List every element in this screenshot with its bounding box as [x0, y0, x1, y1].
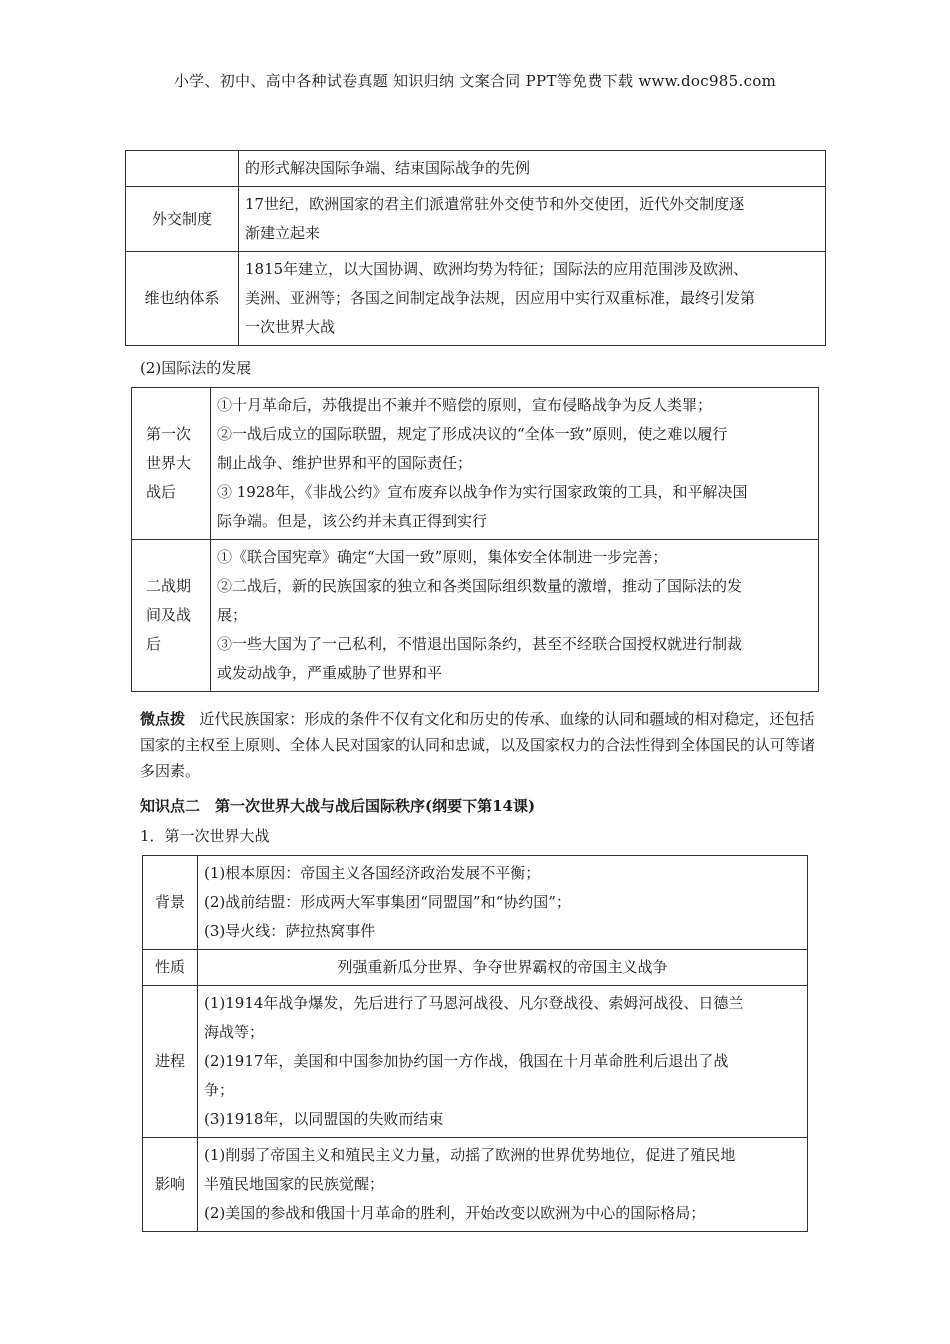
- row-label: 外交制度: [126, 187, 239, 252]
- tip-paragraph: [140, 706, 825, 784]
- label-line: 间及战: [146, 606, 192, 624]
- international-law-table: [131, 387, 819, 692]
- text-line: 的形式解决国际争端、结束国际战争的先例: [245, 159, 531, 177]
- row-content: [198, 856, 808, 950]
- row-label: [132, 388, 211, 540]
- text-line: (2)1917年，美国和中国参加协约国一方作战，俄国在十月革命胜利后退出了战: [204, 1052, 729, 1070]
- text-line: ①《联合国宪章》确定“大国一致”原则，集体安全体制进一步完善；: [217, 548, 668, 566]
- table-row: [126, 151, 826, 187]
- row-label: 性质: [143, 950, 198, 986]
- text-line: 制止战争、维护世界和平的国际责任；: [217, 454, 473, 472]
- table-row: [132, 388, 819, 540]
- tip-text: 近代民族国家：形成的条件不仅有文化和历史的传承、血缘的认同和疆域的相对稳定，还包括国家的主权至上原则、全体人民对国家的认同和忠诚，以及国家权力的合法性得到全体国民的认可等诸多因素。: [140, 710, 816, 780]
- text-line: 或发动战争，严重威胁了世界和平: [217, 664, 443, 682]
- text-line: 渐建立起来: [245, 224, 321, 242]
- row-content: [239, 151, 826, 187]
- row-content: [198, 950, 808, 986]
- text-line: ③ 1928年，《非战公约》宣布废弃以战争作为实行国家政策的工具，和平解决国: [217, 483, 748, 501]
- label-line: 第一次: [146, 425, 192, 443]
- text-line: 半殖民地国家的民族觉醒；: [204, 1175, 385, 1193]
- text-line: ②二战后，新的民族国家的独立和各类国际组织数量的激增，推动了国际法的发: [217, 577, 743, 595]
- label-line: 战后: [146, 483, 177, 501]
- table-row: [143, 856, 808, 950]
- page-header: 小学、初中、高中各种试卷真题 知识归纳 文案合同 PPT等免费下载 www.doc985.com: [173, 72, 777, 90]
- section-subtitle: 1．第一次世界大战: [140, 827, 270, 845]
- table-row: [132, 540, 819, 692]
- row-label: 背景: [143, 856, 198, 950]
- table-row: [143, 986, 808, 1138]
- label-line: 后: [146, 635, 162, 653]
- text-line: (1)1914年战争爆发，先后进行了马恩河战役、凡尔登战役、索姆河战役、日德兰: [204, 994, 744, 1012]
- text-line: ②一战后成立的国际联盟，规定了形成决议的“全体一致”原则，使之难以履行: [217, 425, 728, 443]
- text-line: (2)美国的参战和俄国十月革命的胜利，开始改变以欧洲为中心的国际格局；: [204, 1204, 706, 1222]
- row-label: 维也纳体系: [126, 252, 239, 346]
- row-label: [126, 151, 239, 187]
- row-label: 影响: [143, 1138, 198, 1232]
- text-line: (1)削弱了帝国主义和殖民主义力量，动摇了欧洲的世界优势地位，促进了殖民地: [204, 1146, 736, 1164]
- text-line: (3)1918年，以同盟国的失败而结束: [204, 1110, 444, 1128]
- text-line: 17世纪，欧洲国家的君主们派遣常驻外交使节和外交使团，近代外交制度逐: [245, 195, 745, 213]
- tip-label: 微点拨: [140, 710, 186, 728]
- text-line: ③一些大国为了一己私利，不惜退出国际条约，甚至不经联合国授权就进行制裁: [217, 635, 743, 653]
- text-line: (2)战前结盟：形成两大军事集团“同盟国”和“协约国”；: [204, 893, 571, 911]
- text-line: 争；: [204, 1081, 235, 1099]
- section-title: 知识点二 第一次世界大战与战后国际秩序(纲要下第14课): [140, 797, 536, 815]
- text-line: 美洲、亚洲等；各国之间制定战争法规，因应用中实行双重标准，最终引发第: [245, 289, 756, 307]
- label-line: 二战期: [146, 577, 192, 595]
- row-content: [198, 986, 808, 1138]
- table-row: [126, 252, 826, 346]
- text-line: ①十月革命后，苏俄提出不兼并不赔偿的原则，宣布侵略战争为反人类罪；: [217, 396, 713, 414]
- text-line: 展；: [217, 606, 248, 624]
- text-line: 一次世界大战: [245, 318, 336, 336]
- label-line: 世界大: [146, 454, 192, 472]
- text-line: 1815年建立，以大国协调、欧洲均势为特征；国际法的应用范围涉及欧洲、: [245, 260, 749, 278]
- diplomacy-table: [125, 150, 826, 346]
- row-content: [198, 1138, 808, 1232]
- text-line: 列强重新瓜分世界、争夺世界霸权的帝国主义战争: [337, 958, 668, 976]
- row-content: [239, 252, 826, 346]
- table-row: [143, 950, 808, 986]
- table-row: [143, 1138, 808, 1232]
- text-line: (1)根本原因：帝国主义各国经济政治发展不平衡；: [204, 864, 541, 882]
- row-content: [211, 388, 819, 540]
- row-label: 进程: [143, 986, 198, 1138]
- row-content: [239, 187, 826, 252]
- table-row: [126, 187, 826, 252]
- wwi-table: [142, 855, 808, 1232]
- text-line: 海战等；: [204, 1023, 265, 1041]
- row-label: [132, 540, 211, 692]
- text-line: (3)导火线：萨拉热窝事件: [204, 922, 376, 940]
- row-content: [211, 540, 819, 692]
- subheading: (2)国际法的发展: [140, 359, 252, 377]
- text-line: 际争端。但是，该公约并未真正得到实行: [217, 512, 488, 530]
